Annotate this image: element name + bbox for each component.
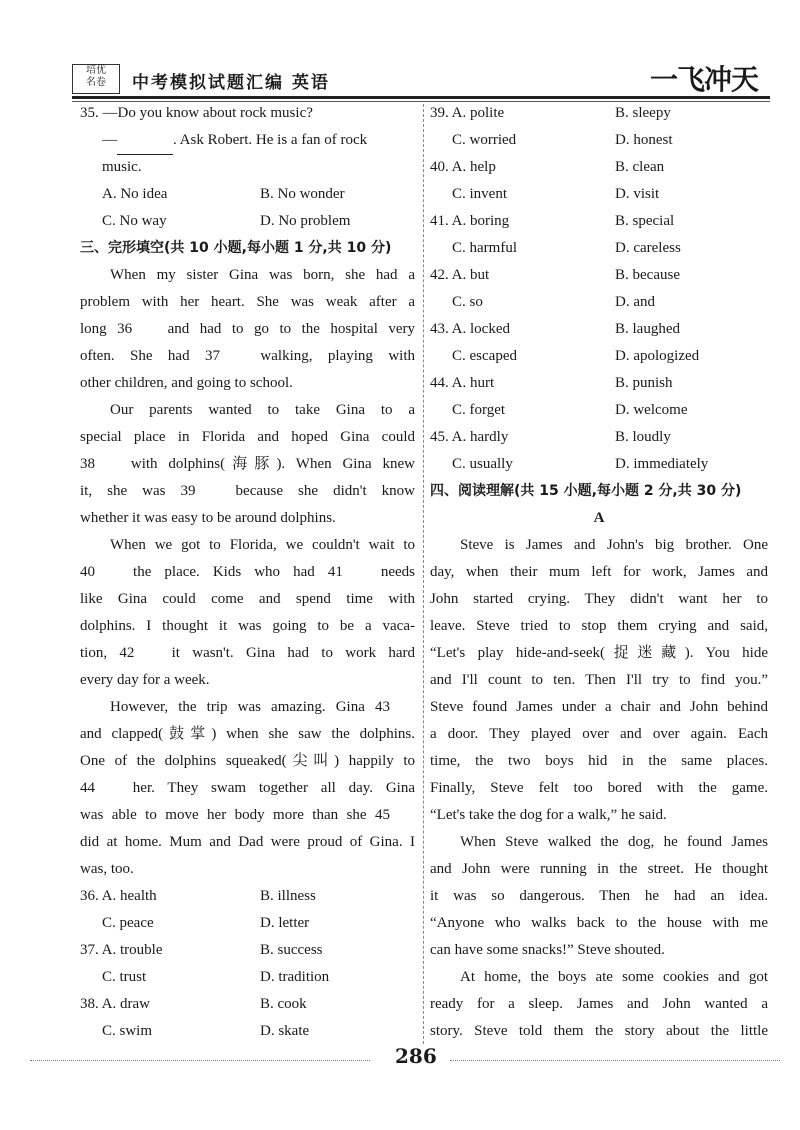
option-a: 38. A. draw: [80, 996, 150, 1012]
option-d: D. welcome: [615, 402, 688, 418]
passage-line: problem with her heart. She was weak after a: [80, 294, 415, 310]
passage-line: [80, 559, 415, 586]
passage-line: leave. Steve tried to stop them crying and said,: [430, 618, 768, 634]
passage-line: One of the dolphins squeaked(尖叫) happily to: [80, 753, 415, 769]
right-column: [430, 100, 768, 1045]
cloze-blank: 41: [328, 559, 368, 586]
option-b: B. special: [615, 213, 675, 229]
passage-line: a door. They played over and over again. Each: [430, 726, 768, 742]
option-c: C. forget: [452, 402, 506, 418]
option-row: [80, 964, 415, 991]
option-row: [430, 397, 768, 424]
passage-line: Our parents wanted to take Gina to a: [110, 402, 415, 418]
passage-line: it was so dangerous. Then he had an idea.: [430, 888, 768, 904]
passage-line: and John were running in the street. He thought: [430, 861, 768, 877]
option-d: D. apologized: [615, 348, 700, 364]
option-a: 39. A. polite: [430, 105, 505, 121]
passage-line: [80, 478, 415, 505]
option-b: B. sleepy: [615, 105, 671, 121]
cloze-options-left: [80, 883, 415, 1045]
passage-line: Steve is James and John's big brother. One: [460, 537, 768, 553]
option-c: C. peace: [102, 915, 154, 931]
line-text: However, the trip was amazing. Gina: [110, 699, 375, 715]
cloze-blank: 42: [119, 640, 159, 667]
passage-line: like Gina could come and spend time with: [80, 591, 415, 607]
dash-text: —: [102, 132, 117, 148]
logo-bottom-text: 名卷: [86, 77, 106, 88]
option-c: C. swim: [102, 1023, 153, 1039]
option-row: [430, 235, 768, 262]
option-b: B. loudly: [615, 429, 671, 445]
passage-line: [80, 451, 415, 478]
option-b: B. laughed: [615, 321, 680, 337]
passage-line: special place in Florida and hoped Gina could: [80, 429, 415, 445]
option-a: 36. A. health: [80, 888, 157, 904]
passage-line: was, too.: [80, 861, 134, 877]
passage-line: When we got to Florida, we couldn't wait to: [110, 537, 415, 553]
passage-line: and I'll count to ten. Then I'll try to find you.”: [430, 672, 768, 688]
page-header: [72, 58, 772, 98]
option-a: 45. A. hardly: [430, 429, 509, 445]
passage-line: ready for a sleep. James and John wanted a: [430, 996, 768, 1012]
passage-line: every day for a week.: [80, 672, 210, 688]
line-text: it wasn't. Gina had to work hard: [159, 645, 415, 661]
option-c: C. invent: [452, 186, 507, 202]
reading-passage: [430, 532, 768, 1045]
cloze-blank: 40: [80, 559, 120, 586]
cloze-blank: 44: [80, 775, 120, 802]
question-35-options-cd: [80, 208, 415, 235]
passage-line: day, when their mum left for work, James and: [430, 564, 768, 580]
passage-line: [80, 775, 415, 802]
line-text: because she didn't know: [220, 483, 415, 499]
option-row: [430, 451, 768, 478]
series-logo: [72, 64, 120, 94]
cloze-blank: 43: [375, 694, 415, 721]
section-4-heading: 四、阅读理解(共 15 小题,每小题 2 分,共 30 分): [430, 483, 742, 499]
passage-line: [80, 640, 415, 667]
option-row: [430, 289, 768, 316]
option-row: [80, 883, 415, 910]
reading-part-label: A: [593, 510, 605, 526]
option-b: B. cook: [260, 996, 307, 1012]
option-d: D. visit: [615, 186, 660, 202]
passage-line: When my sister Gina was born, she had a: [110, 267, 415, 283]
option-a: 37. A. trouble: [80, 942, 163, 958]
option-a: 44. A. hurt: [430, 375, 495, 391]
cloze-blank: 38: [80, 451, 120, 478]
option-c: C. worried: [452, 132, 517, 148]
option-row: [430, 316, 768, 343]
line-text: often. She had: [80, 348, 205, 364]
passage-line: “Let's play hide-and-seek(捉迷藏). You hide: [430, 645, 768, 661]
page-footer: [0, 1040, 800, 1070]
line-text: was able to move her body more than she: [80, 807, 375, 823]
column-divider: [423, 104, 424, 1044]
option-row: [430, 154, 768, 181]
option-c: C. No way: [102, 213, 167, 229]
option-d: D. No problem: [260, 213, 351, 229]
option-c: C. trust: [102, 969, 147, 985]
option-b: B. because: [615, 267, 680, 283]
passage-line: [80, 802, 415, 829]
passage-line: story. Steve told them the story about the little: [430, 1023, 768, 1039]
passage-line: “Let's take the dog for a walk,” he said.: [430, 807, 667, 823]
passage-line: can have some snacks!” Steve shouted.: [430, 942, 665, 958]
passage-line: At home, the boys ate some cookies and got: [460, 969, 768, 985]
passage-line: time, the two boys hid in the same places.: [430, 753, 768, 769]
option-row: [80, 991, 415, 1018]
option-row: [80, 937, 415, 964]
option-c: C. harmful: [452, 240, 517, 256]
option-row: [430, 127, 768, 154]
cloze-blank: 36: [117, 316, 157, 343]
passage-line: When Steve walked the dog, he found James: [460, 834, 768, 850]
line-text: long: [80, 321, 118, 337]
option-b: B. illness: [260, 888, 316, 904]
line-text: and had to go to the hospital very: [157, 321, 415, 337]
header-rule: [72, 96, 770, 99]
passage-line: and clapped(鼓掌) when she saw the dolphins.: [80, 726, 415, 742]
question-35-reply: [80, 127, 415, 154]
passage-line: other children, and going to school.: [80, 375, 293, 391]
logo-top-text: 培优: [86, 65, 106, 76]
option-a: 41. A. boring: [430, 213, 510, 229]
question-35-stem: 35. —Do you know about rock music?: [80, 105, 313, 121]
option-b: B. punish: [615, 375, 673, 391]
footer-rule-left: [30, 1060, 370, 1062]
passage-line: Finally, Steve felt too bored with the game.: [430, 780, 768, 796]
option-a: A. No idea: [102, 186, 168, 202]
passage-line: Steve found James under a chair and John behind: [430, 699, 768, 715]
option-c: C. so: [452, 294, 483, 310]
passage-line: [80, 694, 415, 721]
option-a: 42. A. but: [430, 267, 490, 283]
option-d: D. honest: [615, 132, 673, 148]
passage-line: John started crying. They didn't want her to: [430, 591, 768, 607]
passage-line: [80, 343, 415, 370]
option-b: B. clean: [615, 159, 665, 175]
line-text: it, she was: [80, 483, 181, 499]
cloze-blank: 39: [181, 478, 221, 505]
footer-rule-right: [450, 1060, 780, 1062]
line-text: tion,: [80, 645, 120, 661]
page-number: 286: [395, 1044, 437, 1068]
section-3-heading: 三、完形填空(共 10 小题,每小题 1 分,共 10 分): [80, 240, 392, 256]
option-row: [430, 424, 768, 451]
option-row: [430, 208, 768, 235]
brand-logo: 一飞冲天: [649, 63, 758, 96]
option-c: C. usually: [452, 456, 513, 472]
option-a: 43. A. locked: [430, 321, 510, 337]
cloze-passage: [80, 262, 415, 883]
option-b: B. No wonder: [260, 186, 345, 202]
passage-line: dolphins. I thought it was going to be a vaca-: [80, 618, 415, 634]
cloze-blank: 45: [375, 802, 415, 829]
passage-line: whether it was easy to be around dolphins.: [80, 510, 336, 526]
reply-text: . Ask Robert. He is a fan of rock: [173, 132, 368, 148]
passage-line: [80, 316, 415, 343]
line-text: with dolphins(海豚). When Gina knew: [120, 456, 415, 472]
line-text: needs: [367, 564, 415, 580]
option-a: 40. A. help: [430, 159, 496, 175]
cloze-blank: 37: [205, 343, 245, 370]
option-d: D. tradition: [260, 969, 330, 985]
line-text: walking, playing with: [245, 348, 415, 364]
option-row: [430, 343, 768, 370]
option-d: D. skate: [260, 1023, 310, 1039]
series-title: 中考模拟试题汇编 英语: [132, 73, 330, 93]
left-column: [80, 100, 415, 1045]
option-d: D. immediately: [615, 456, 709, 472]
option-d: D. letter: [260, 915, 310, 931]
line-text: the place. Kids who had: [120, 564, 328, 580]
question-35-continuation: music.: [102, 159, 142, 175]
option-row: [80, 910, 415, 937]
option-b: B. success: [260, 942, 323, 958]
option-row: [430, 370, 768, 397]
option-d: D. careless: [615, 240, 681, 256]
option-row: [430, 100, 768, 127]
option-row: [430, 262, 768, 289]
option-row: [430, 181, 768, 208]
passage-line: did at home. Mum and Dad were proud of Gina. I: [80, 834, 415, 850]
question-35-options-ab: [80, 181, 415, 208]
answer-blank: [117, 127, 173, 155]
passage-line: “Anyone who walks back to the house with me: [430, 915, 768, 931]
line-text: her. They swam together all day. Gina: [120, 780, 415, 796]
option-c: C. escaped: [452, 348, 517, 364]
cloze-options-right: [430, 100, 768, 478]
option-d: D. and: [615, 294, 655, 310]
